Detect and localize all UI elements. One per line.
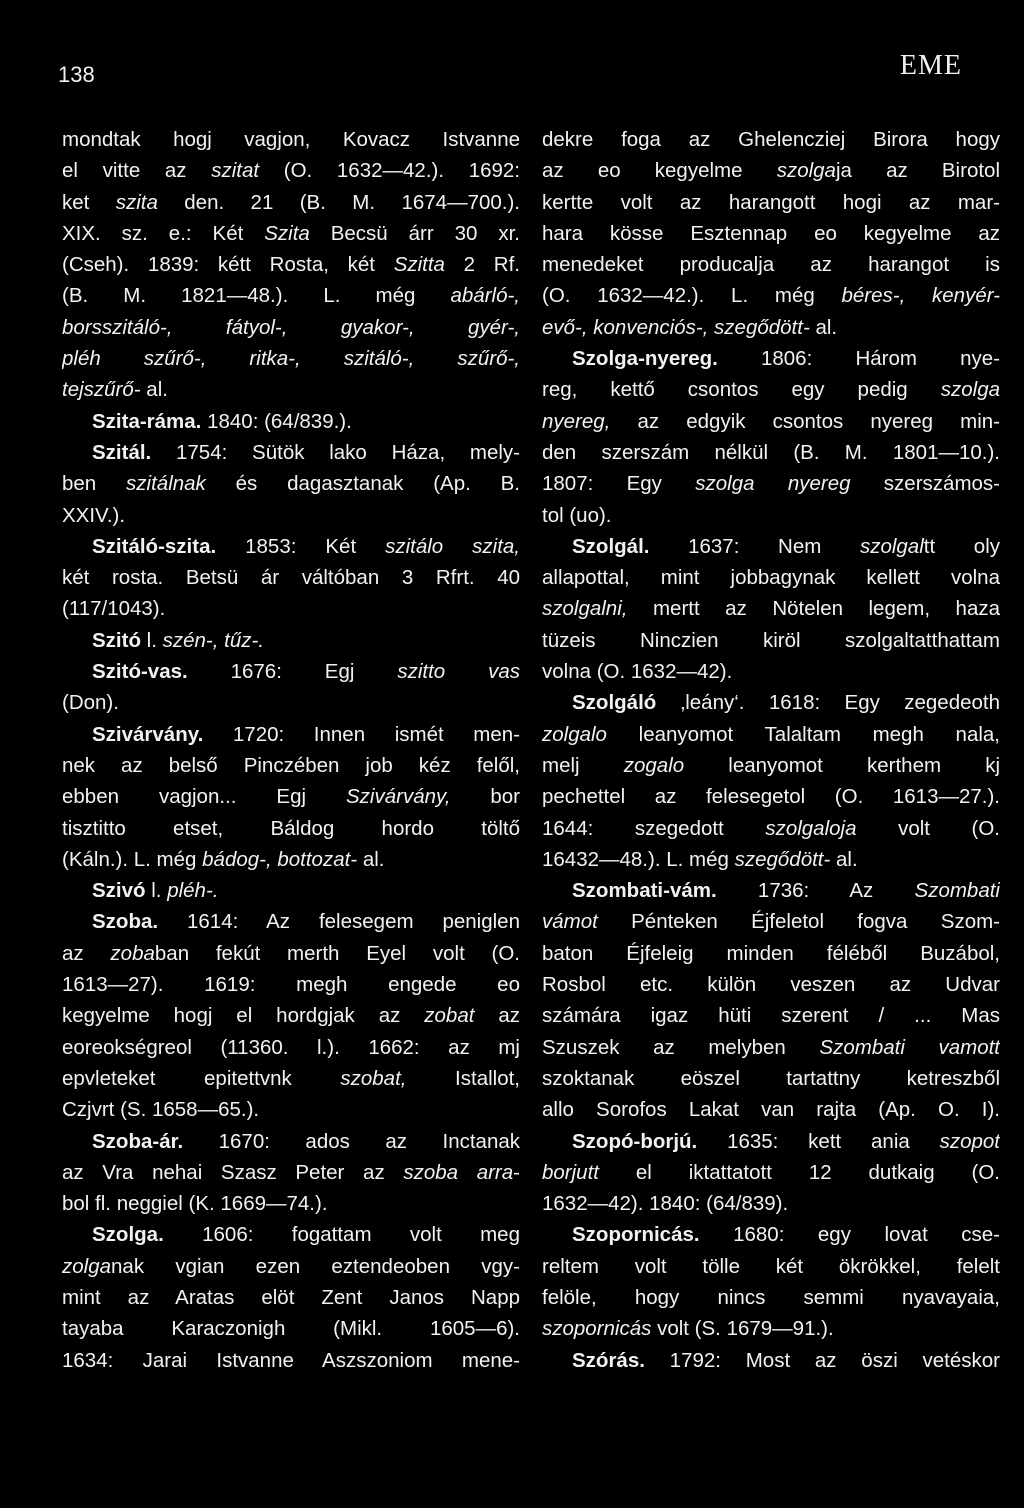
text-line: Szivó l. pléh-. <box>92 879 219 903</box>
text-line: melj zogalo leanyomot kerthem kj <box>542 753 1000 777</box>
text-line: (Káln.). L. még bádog-, bottozat- al. <box>62 847 385 871</box>
text-line: XXIV.). <box>62 503 126 527</box>
text-line: pechettel az felesegetol (O. 1613—27.). <box>542 785 1000 809</box>
text-line: szolgalni, mertt az Nötelen legem, haza <box>542 597 1000 621</box>
text-line: (117/1043). <box>62 597 166 621</box>
text-line: Szolga. 1606: fogattam volt meg <box>92 1223 520 1247</box>
text-line: tayaba Karaczonigh (Mikl. 1605—6). <box>62 1317 520 1341</box>
text-line: borsszitáló-, fátyol-, gyakor-, gyér-, <box>62 315 520 339</box>
left-column <box>62 124 520 1376</box>
text-line: borjutt el iktattatott 12 dutkaig (O. <box>542 1160 1000 1184</box>
text-line: Szitál. 1754: Sütök lako Háza, mely- <box>92 440 520 464</box>
text-line: szoktanak eöszel tartattny ketreszből <box>542 1066 1000 1090</box>
text-line: az zobaban fekút merth Eyel volt (O. <box>62 941 520 965</box>
running-head: EME <box>899 50 962 81</box>
text-line: el vitte az szitat (O. 1632—42.). 1692: <box>62 159 520 183</box>
text-line: zolganak vgian ezen eztendeoben vgy- <box>62 1254 520 1278</box>
text-line: Szitáló-szita. 1853: Két szitálo szita, <box>92 534 520 558</box>
text-line: dekre foga az Ghelencziej Birora hogy <box>542 128 1000 151</box>
text-line: Szuszek az melyben Szombati vamott <box>542 1035 1000 1059</box>
text-line: ket szita den. 21 (B. M. 1674—700.). <box>62 190 520 214</box>
text-line: az eo kegyelme szolgaja az Birotol <box>542 159 1000 183</box>
text-line: zolgalo leanyomot Talaltam megh nala, <box>542 722 1000 746</box>
text-line: eoreokségreol (11360. l.). 1662: az mj <box>62 1035 520 1059</box>
text-line: Szombati-vám. 1736: Az Szombati <box>572 879 1000 903</box>
text-line: pléh szűrő-, ritka-, szitáló-, szűrő-, <box>62 347 520 371</box>
text-line: mondtak hogj vagjon, Kovacz Istvanne <box>62 128 520 151</box>
text-line: Szolgáló ‚leány‘. 1618: Egy zegedeoth <box>572 691 1000 715</box>
text-line: bol fl. neggiel (K. 1669—74.). <box>62 1192 328 1216</box>
text-line: allapottal, mint jobbagynak kellett volna <box>542 566 1000 590</box>
text-line: ben szitálnak és dagasztanak (Ap. B. <box>62 472 520 496</box>
text-line: menedeket producalja az harangot is <box>542 253 1000 277</box>
text-line: evő-, konvenciós-, szegődött- al. <box>542 315 838 339</box>
text-line: kertte volt az harangott hogi az mar- <box>542 190 1000 214</box>
text-line: Szita-ráma. 1840: (64/839.). <box>92 409 352 433</box>
right-column <box>542 124 1000 1376</box>
text-line: den szerszám nélkül (B. M. 1801—10.). <box>542 440 1000 464</box>
text-line: XIX. sz. e.: Két Szita Becsü árr 30 xr. <box>62 221 520 245</box>
text-line: allo Sorofos Lakat van rajta (Ap. O. I). <box>542 1098 1000 1122</box>
text-line: ebben vagjon... Egj Szivárvány, bor <box>62 785 520 809</box>
text-line: (B. M. 1821—48.). L. még abárló-, <box>62 284 520 308</box>
text-line: volna (O. 1632—42). <box>542 660 733 684</box>
text-line: Szitó-vas. 1676: Egj szitto vas <box>92 660 520 684</box>
text-line: epvleteket epitettvnk szobat, Istallot, <box>62 1066 520 1090</box>
text-line: szopornicás volt (S. 1679—91.). <box>542 1317 834 1341</box>
text-line: Szoba. 1614: Az felesegem peniglen <box>92 910 520 934</box>
text-line: tüzeis Ninczien kiröl szolgaltatthattam <box>542 628 1000 652</box>
text-line: nek az belső Pinczében job kéz felől, <box>62 753 520 777</box>
text-line: Szitó l. szén-, tűz-. <box>92 628 265 652</box>
text-line: Szivárvány. 1720: Innen ismét men- <box>92 722 520 746</box>
text-line: tejszűrő- al. <box>62 378 168 402</box>
text-line: Szolga-nyereg. 1806: Három nye- <box>572 347 1000 371</box>
text-line: baton Éjfeleig minden féléből Buzábol, <box>542 941 1000 965</box>
text-line: reg, kettő csontos egy pedig szolga <box>542 378 1000 402</box>
text-line: kegyelme hogj el hordgjak az zobat az <box>62 1004 520 1028</box>
page-number: 138 <box>58 62 95 87</box>
text-line: 1644: szegedott szolgaloja volt (O. <box>542 816 1000 840</box>
text-line: 1613—27). 1619: megh engede eo <box>62 973 520 997</box>
text-line: reltem volt tölle két ökrökkel, felelt <box>542 1254 1000 1278</box>
text-line: az Vra nehai Szasz Peter az szoba arra- <box>62 1160 520 1184</box>
text-line: Szopornicás. 1680: egy lovat cse- <box>572 1223 1000 1247</box>
text-line: vámot Pénteken Éjfeletol fogva Szom- <box>542 910 1000 934</box>
text-line: két rosta. Betsü ár váltóban 3 Rfrt. 40 <box>62 566 520 590</box>
text-line: Czjvrt (S. 1658—65.). <box>62 1098 260 1122</box>
text-line: 1632—42). 1840: (64/839). <box>542 1192 789 1216</box>
text-line: felöle, hogy nincs semmi nyavayaia, <box>542 1285 1000 1309</box>
text-line: 1634: Jarai Istvanne Aszszoniom mene- <box>62 1348 520 1372</box>
text-line: (O. 1632—42.). L. még béres-, kenyér- <box>542 284 1000 308</box>
text-line: tol (uo). <box>542 503 612 527</box>
text-line: Szolgál. 1637: Nem szolgaltt oly <box>572 534 1000 558</box>
text-line: nyereg, az edgyik csontos nyereg min- <box>542 409 1000 433</box>
text-line: (Don). <box>62 691 119 715</box>
text-line: 16432—48.). L. még szegődött- al. <box>542 847 858 871</box>
text-line: tisztitto etset, Báldog hordo töltő <box>62 816 520 840</box>
text-line: mint az Aratas elöt Zent Janos Napp <box>62 1285 520 1309</box>
text-line: hara kösse Esztennap eo kegyelme az <box>542 221 1000 245</box>
text-line: Rosbol etc. külön veszen az Udvar <box>542 973 1000 997</box>
text-line: 1807: Egy szolga nyereg szerszámos- <box>542 472 1000 496</box>
text-line: Szopó-borjú. 1635: kett ania szopot <box>572 1129 1000 1153</box>
text-line: számára igaz hüti szerent / ... Mas <box>542 1004 1000 1028</box>
text-line: Szórás. 1792: Most az öszi vetéskor <box>572 1348 1000 1372</box>
text-line: (Cseh). 1839: kétt Rosta, két Szitta 2 Rf. <box>62 253 520 277</box>
text-line: Szoba-ár. 1670: ados az Inctanak <box>92 1129 520 1153</box>
